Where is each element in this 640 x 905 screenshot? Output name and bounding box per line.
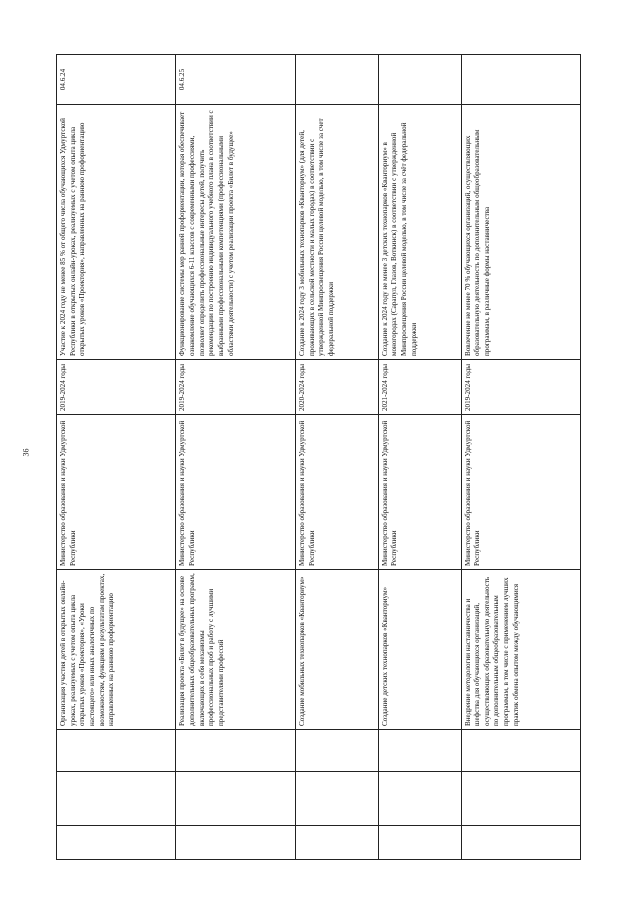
cell-empty	[57, 730, 176, 772]
table-row	[176, 55, 295, 860]
cell-empty	[378, 772, 461, 826]
cell-activity: Создание мобильных технопарков «Кванториум»	[295, 570, 378, 730]
cell-period: 2021-2024 годы	[378, 360, 461, 415]
cell-period: 2019-2024 годы	[57, 360, 176, 415]
cell-empty	[57, 772, 176, 826]
cell-code: 04.6.24	[57, 55, 176, 105]
cell-result: Создание к 2024 году не менее 3 детских технопарков «Кванториум» в моногородах (Сарапул, Глазов, Воткинск) в соответствии с утвержденной Минпросвещения России целевой моделью, в том числе за счёт федеральной поддержки	[378, 105, 461, 360]
cell-activity: Организация участия детей в открытых онлайн-уроках, реализуемых с учетом опыта цикла открытых уроков «Проектория», «Уроки настоящего» или иных аналогичных по возможностям, функциям и результатам проектах, направленных на раннюю профориентацию	[57, 570, 176, 730]
cell-empty	[176, 772, 295, 826]
cell-empty	[176, 826, 295, 860]
cell-activity: Создание детских технопарков «Кванториум»	[378, 570, 461, 730]
cell-result: Создание к 2024 году 3 мобильных технопарков «Кванториум» (для детей, проживающих в сельской местности и малых городах) в соответствии с утвержденной Минпросвещения России целевой моделью, в том числе за счет федеральной поддержки	[295, 105, 378, 360]
cell-code	[378, 55, 461, 105]
cell-responsible: Министерство образования и науки Удмуртской Республики	[57, 415, 176, 570]
cell-empty	[295, 826, 378, 860]
cell-responsible: Министерство образования и науки Удмуртской Республики	[176, 415, 295, 570]
cell-empty	[378, 730, 461, 772]
cell-period: 2019-2024 годы	[461, 360, 581, 415]
cell-result: Участие к 2024 году не менее 85 % от общего числа обучающихся Удмуртской Республики в открытых онлайн-уроках, реализуемых с учетом опыта цикла открытых уроков «Проектория», направленных на раннюю профориентацию	[57, 105, 176, 360]
cell-empty	[461, 772, 581, 826]
cell-code: 04.6.25	[176, 55, 295, 105]
cell-empty	[57, 826, 176, 860]
cell-empty	[295, 772, 378, 826]
cell-period: 2020-2024 годы	[295, 360, 378, 415]
cell-code	[461, 55, 581, 105]
cell-activity: Реализация проекта «Билет в будущее» на основе дополнительных общеобразовательных программ, включающих в себя механизмы профессиональных проб и работу с лучшими представителями профессий	[176, 570, 295, 730]
cell-period: 2019-2024 годы	[176, 360, 295, 415]
table-row	[461, 55, 581, 860]
cell-responsible: Министерство образования и науки Удмуртской Республики	[295, 415, 378, 570]
plan-table	[56, 54, 581, 860]
page-number: 36	[21, 448, 31, 457]
cell-empty	[295, 730, 378, 772]
cell-code	[295, 55, 378, 105]
cell-responsible: Министерство образования и науки Удмуртской Республики	[461, 415, 581, 570]
cell-activity: Внедрение методологии наставничества и шефства для обучающихся организаций, осуществляющих образовательную деятельность по дополнительным общеобразовательным программам, в том числе с применением лучших практик обмена опытом между обучающимися	[461, 570, 581, 730]
table-row	[295, 55, 378, 860]
cell-result: Вовлечение не менее 70 % обучающихся организаций, осуществляющих образовательную деятельность по дополнительным общеобразовательным программам, в различные формы наставничества	[461, 105, 581, 360]
cell-empty	[378, 826, 461, 860]
cell-empty	[176, 730, 295, 772]
cell-responsible: Министерство образования и науки Удмуртской Республики	[378, 415, 461, 570]
table-row	[57, 55, 176, 860]
table-row	[378, 55, 461, 860]
cell-empty	[461, 826, 581, 860]
cell-result: Функционирование системы мер ранней профориентации, которая обеспечивает ознакомление обучающихся 6-11 классов с современными профессиями, позволяет определить профессиональные интересы детей, получить рекомендации по построению индивидуального учебного плана в соответствии с выбранными профессиональными компетенциями (профессиональными областями деятельности) с учетом реализации проекта «Билет в будущее»	[176, 105, 295, 360]
cell-empty	[461, 730, 581, 772]
rotated-table-wrapper	[56, 55, 581, 860]
